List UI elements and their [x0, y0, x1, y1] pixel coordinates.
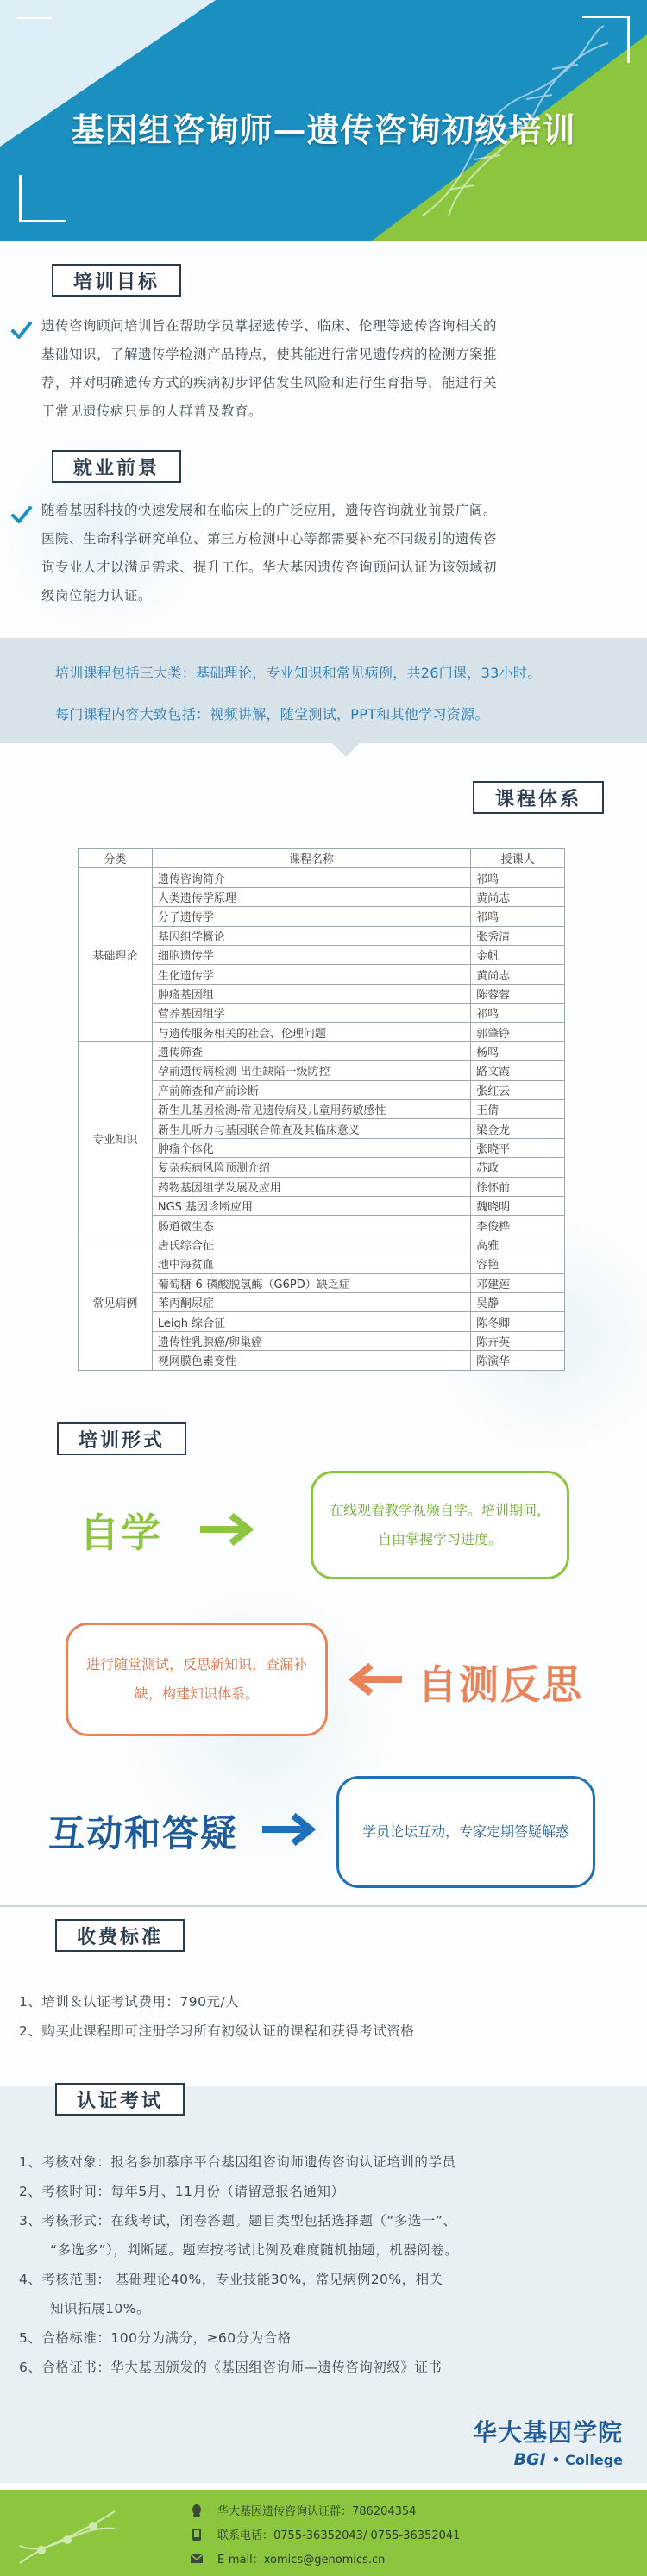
teacher: 郭肇铮: [471, 1022, 565, 1041]
course-name: 细胞遗传学: [152, 945, 470, 964]
course-name: 生化遗传学: [152, 965, 470, 984]
teacher: 王倩: [471, 1100, 565, 1119]
course-name: 基因组学概论: [152, 926, 470, 945]
goal-line: 荐，并对明确遗传方式的疾病初步评估发生风险和进行生育指导，能进行关: [41, 375, 498, 391]
bgi-college-logo: [473, 2414, 623, 2469]
course-intro-band: [0, 638, 647, 743]
table-header-row: [79, 849, 565, 868]
section-title-career: 就业前景: [52, 450, 181, 483]
career-paragraph: [41, 497, 611, 610]
checkmark-icon: [10, 319, 33, 341]
course-name: 与遗传服务相关的社会、伦理问题: [152, 1022, 470, 1041]
teacher: 祁鸣: [471, 868, 565, 887]
teacher: 张红云: [471, 1080, 565, 1099]
teacher: 魏晓明: [471, 1197, 565, 1216]
corner-mark: [19, 175, 22, 222]
category-cell: 专业知识: [79, 1041, 153, 1235]
corner-mark: [582, 16, 630, 18]
cert-line: 3、考核形式：在线考试，闭卷答题。题目类型包括选择题（“多选一”、: [19, 2213, 457, 2229]
table-row: [79, 1235, 565, 1254]
course-name: 肠道微生态: [152, 1216, 470, 1235]
course-name: Leigh 综合征: [152, 1312, 470, 1331]
course-name: 肿瘤个体化: [152, 1138, 470, 1157]
table-row: [79, 1041, 565, 1060]
section-title-forms: 培训形式: [57, 1422, 186, 1455]
section-title-cert: 认证考试: [55, 2083, 185, 2116]
teacher: 陈演华: [471, 1351, 565, 1370]
course-name: 人类遗传学原理: [152, 887, 470, 906]
course-name: 肿瘤基因组: [152, 984, 470, 1003]
intro-line: 培训课程包括三大类：基础理论，专业知识和常见病例，共26门课，33小时。: [55, 665, 542, 681]
course-name: 孕前遗传病检测-出生缺陷一级防控: [152, 1061, 470, 1080]
teacher: 吴静: [471, 1292, 565, 1311]
course-name: 遗传筛查: [152, 1041, 470, 1060]
cert-line: 2、考核时间：每年5月、11月份（请留意报名通知）: [19, 2184, 345, 2199]
course-name: 苯丙酮尿症: [152, 1292, 470, 1311]
page-title: 基因组咨询师—遗传咨询初级培训: [71, 111, 576, 149]
self-test-bubble: 进行随堂测试，反思新知识，查漏补缺，构建知识体系。: [66, 1623, 328, 1736]
career-line: 医院、生命科学研究单位、第三方检测中心等都需要补充不同级别的遗传咨: [41, 531, 498, 547]
category-cell: 常见病例: [79, 1235, 153, 1370]
dna-helix-icon: [16, 2507, 119, 2567]
teacher: 徐怀前: [471, 1177, 565, 1196]
intro-line: 每门课程内容大致包括：视频讲解，随堂测试，PPT和其他学习资源。: [55, 706, 489, 722]
career-line: 级岗位能力认证。: [41, 588, 153, 603]
phone-icon: [190, 2528, 204, 2542]
course-name: NGS 基因诊断应用: [152, 1197, 470, 1216]
right-arrow-icon: [197, 1510, 257, 1548]
teacher: 金帆: [471, 945, 565, 964]
teacher: 黄尚志: [471, 965, 565, 984]
course-name: 葡萄糖-6-磷酸脱氢酶（G6PD）缺乏症: [152, 1273, 470, 1292]
section-title-goal: 培训目标: [52, 264, 181, 297]
career-line: 询专业人才以满足需求、提升工作。华大基因遗传咨询顾问认证为该领域初: [41, 560, 498, 575]
band-notch: [332, 743, 360, 757]
teacher: 祁鸣: [471, 907, 565, 926]
teacher: 陈卉英: [471, 1331, 565, 1350]
email-icon: [190, 2552, 204, 2566]
logo-en: [473, 2450, 623, 2469]
logo-brand: BGI: [513, 2450, 546, 2469]
self-test-label: 自测反思: [418, 1661, 583, 1708]
teacher: 梁金龙: [471, 1119, 565, 1138]
cert-line: “多选多”），判断题。题库按考试比例及难度随机抽题，机器阅卷。: [50, 2242, 459, 2258]
corner-mark: [627, 16, 630, 63]
footer-phone-row: [190, 2526, 460, 2542]
teacher: 容艳: [471, 1254, 565, 1273]
fee-line: 1、培训＆认证考试费用：790元/人: [19, 1994, 240, 2010]
career-line: 随着基因科技的快速发展和在临床上的广泛应用，遗传咨询就业前景广阔。: [41, 503, 498, 518]
column-header: 分类: [79, 849, 153, 868]
footer: [0, 2490, 647, 2576]
course-name: 药物基因组学发展及应用: [152, 1177, 470, 1196]
teacher: 李俊桦: [471, 1216, 565, 1235]
section-title-fees: 收费标准: [55, 1919, 185, 1952]
banner-line: [17, 17, 52, 19]
corner-mark: [19, 220, 66, 222]
teacher: 陈蓉蓉: [471, 984, 565, 1003]
footer-phone: 联系电话：0755-36352043/ 0755-36352041: [217, 2529, 461, 2542]
course-name: 分子遗传学: [152, 907, 470, 926]
footer-qq-row: [190, 2502, 416, 2518]
course-name: 复杂疾病风险预测介绍: [152, 1158, 470, 1177]
course-name: 地中海贫血: [152, 1254, 470, 1273]
logo-cn: 华大基因学院: [472, 2418, 623, 2447]
teacher: 陈冬卿: [471, 1312, 565, 1331]
course-name: 产前筛查和产前诊断: [152, 1080, 470, 1099]
divider: [0, 1905, 647, 1907]
course-name: 唐氏综合征: [152, 1235, 470, 1254]
teacher: 苏政: [471, 1158, 565, 1177]
goal-line: 于常见遗传病只是的人群普及教育。: [41, 403, 263, 419]
goal-paragraph: [41, 312, 611, 426]
footer-email[interactable]: E-mail：xomics@genomics.cn: [217, 2554, 386, 2567]
teacher: 张秀清: [471, 926, 565, 945]
teacher: 祁鸣: [471, 1004, 565, 1022]
teacher: 杨鸣: [471, 1041, 565, 1060]
cert-line: 4、考核范围： 基础理论40%，专业技能30%，常见病例20%，相关: [19, 2272, 443, 2287]
header-banner: [0, 0, 647, 241]
cert-line: 6、合格证书：华大基因颁发的《基因组咨询师—遗传咨询初级》证书: [19, 2360, 443, 2375]
logo-sub: • College: [551, 2452, 623, 2468]
qq-icon: [190, 2504, 204, 2517]
footer-email-row: [190, 2550, 385, 2567]
right-arrow-icon: [259, 1810, 319, 1848]
interact-bubble: 学员论坛互动，专家定期答疑解惑: [336, 1776, 595, 1888]
fee-line: 2、购买此课程即可注册学习所有初级认证的课程和获得考试资格: [19, 2023, 415, 2039]
column-header: 课程名称: [152, 849, 470, 868]
course-name: 新生儿听力与基因联合筛查及其临床意义: [152, 1119, 470, 1138]
category-cell: 基础理论: [79, 868, 153, 1042]
cert-line: 知识拓展10%。: [50, 2301, 150, 2317]
course-table: [78, 848, 565, 1371]
checkmark-icon: [10, 503, 33, 526]
course-name: 视网膜色素变性: [152, 1351, 470, 1370]
goal-line: 遗传咨询顾问培训旨在帮助学员掌握遗传学、临床、伦理等遗传咨询相关的: [41, 318, 498, 334]
goal-line: 基础知识，了解遗传学检测产品特点，使其能进行常见遗传病的检测方案推: [41, 347, 498, 362]
teacher: 邓建莲: [471, 1273, 565, 1292]
course-name: 遗传咨询简介: [152, 868, 470, 887]
cert-line: 5、合格标准：100分为满分，≥60分为合格: [19, 2330, 292, 2346]
teacher: 高雅: [471, 1235, 565, 1254]
self-study-label: 自学: [79, 1510, 162, 1556]
footer-qq: 华大基因遗传咨询认证群：786204354: [217, 2505, 417, 2518]
teacher: 黄尚志: [471, 887, 565, 906]
course-name: 新生儿基因检测-常见遗传病及儿童用药敏感性: [152, 1100, 470, 1119]
table-row: [79, 868, 565, 887]
course-name: 遗传性乳腺癌/卵巢癌: [152, 1331, 470, 1350]
teacher: 张晓平: [471, 1138, 565, 1157]
column-header: 授课人: [471, 849, 565, 868]
course-name: 营养基因组学: [152, 1004, 470, 1022]
teacher: 路文霞: [471, 1061, 565, 1080]
cert-line: 1、考核对象：报名参加慕序平台基因组咨询师遗传咨询认证培训的学员: [19, 2154, 456, 2170]
interact-label: 互动和答疑: [48, 1812, 239, 1854]
self-study-bubble: 在线观看教学视频自学。培训期间，自由掌握学习进度。: [311, 1471, 569, 1579]
left-arrow-icon: [345, 1660, 405, 1698]
section-title-courses: 课程体系: [473, 781, 604, 814]
